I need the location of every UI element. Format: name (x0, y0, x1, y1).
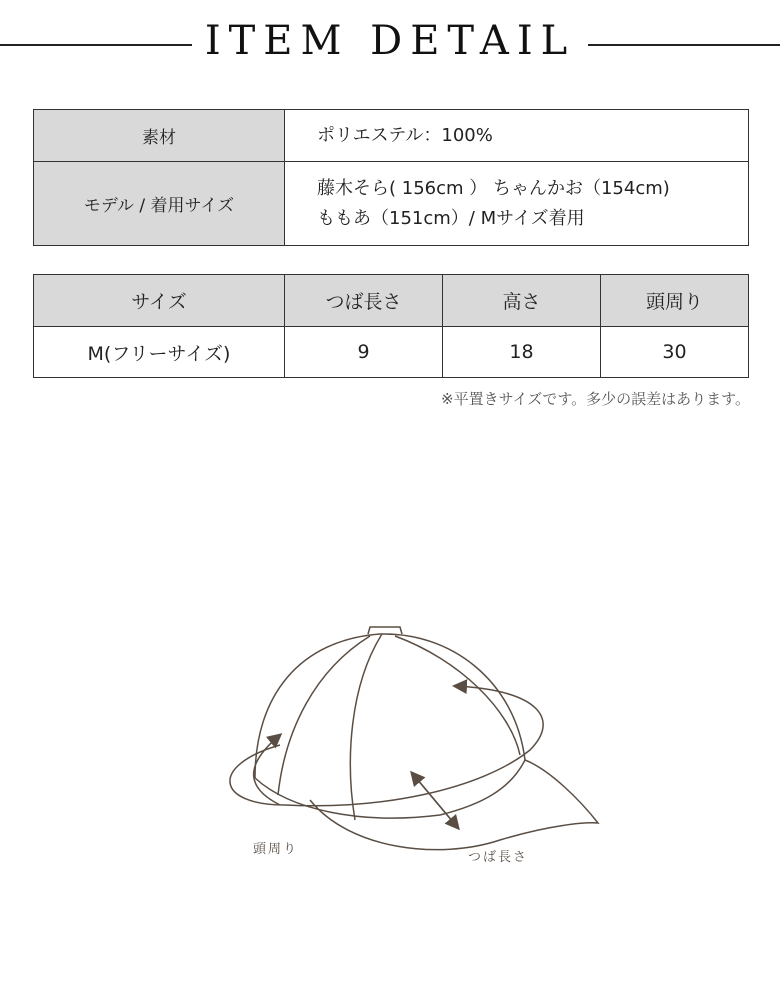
model-value (285, 162, 749, 246)
model-label: モデル / 着用サイズ (34, 162, 285, 246)
header-rule-right (588, 44, 780, 46)
size-table (33, 274, 749, 378)
cap-band (255, 778, 440, 818)
material-value: ポリエステル：100% (285, 110, 749, 162)
size-cell-brim: 9 (285, 327, 443, 378)
size-note: ※平置きサイズです。多少の誤差はあります。 (441, 390, 750, 408)
table-row (34, 327, 749, 378)
size-header-height: 高さ (443, 275, 601, 327)
cap-seam-center (350, 634, 382, 820)
spec-row-material (34, 110, 749, 162)
size-header-head: 頭周り (601, 275, 749, 327)
material-label: 素材 (34, 110, 285, 162)
size-table-header-row (34, 275, 749, 327)
brim-length-arrow-up (412, 773, 458, 828)
diagram-label-brim: つば長さ (468, 850, 529, 865)
size-cell-head: 30 (601, 327, 749, 378)
cap-seam-left (278, 636, 370, 795)
cap-diagram (0, 600, 780, 900)
spec-row-model (34, 162, 749, 246)
cap-button (368, 627, 402, 634)
size-cell-size: M(フリーサイズ) (34, 327, 285, 378)
item-detail-header (0, 0, 780, 90)
spec-table (33, 109, 749, 246)
head-circumference-arrow (230, 686, 543, 806)
header-rule-left (0, 44, 192, 46)
size-header-size: サイズ (34, 275, 285, 327)
cap-crown (255, 634, 525, 778)
cap-illustration (0, 600, 780, 900)
size-header-brim: つば長さ (285, 275, 443, 327)
diagram-label-head: 頭周り (253, 842, 299, 857)
model-value-line2: ももあ（151cm）/ Mサイズ着用 (317, 207, 585, 229)
size-cell-height: 18 (443, 327, 601, 378)
page-title: ITEM DETAIL (204, 18, 576, 64)
model-value-line1: 藤木そら( 156cm ） ちゃんかお（154cm) (317, 177, 670, 199)
